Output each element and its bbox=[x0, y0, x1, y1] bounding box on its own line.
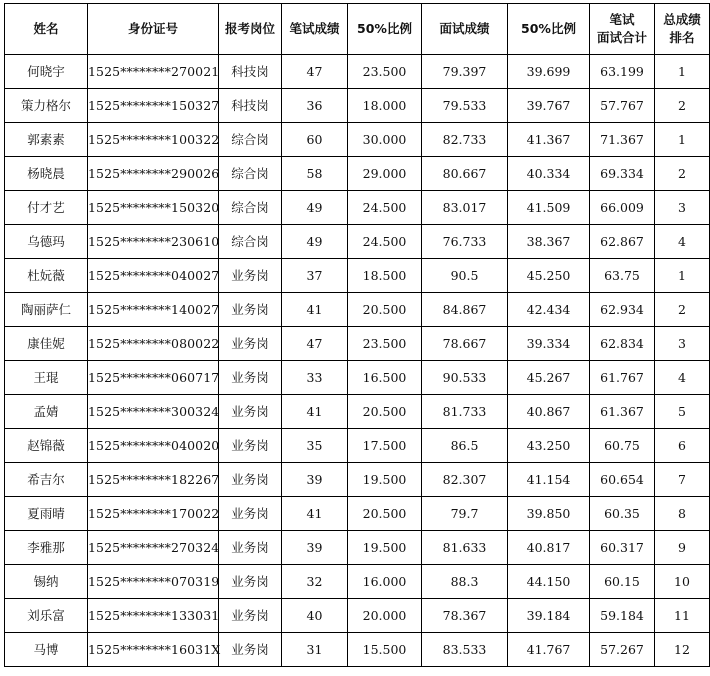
cell-written-score: 32 bbox=[282, 565, 348, 599]
cell-post: 业务岗 bbox=[219, 565, 282, 599]
cell-rank: 1 bbox=[655, 259, 710, 293]
cell-combined-total: 63.199 bbox=[590, 55, 655, 89]
cell-rank: 9 bbox=[655, 531, 710, 565]
cell-interview-ratio: 41.367 bbox=[508, 123, 590, 157]
cell-combined-total: 60.75 bbox=[590, 429, 655, 463]
cell-name: 李雅那 bbox=[5, 531, 88, 565]
header-combined-total bbox=[590, 4, 655, 55]
cell-combined-total: 61.767 bbox=[590, 361, 655, 395]
cell-combined-total: 60.654 bbox=[590, 463, 655, 497]
cell-rank: 2 bbox=[655, 157, 710, 191]
cell-written-ratio: 16.500 bbox=[348, 361, 422, 395]
cell-interview-ratio: 41.509 bbox=[508, 191, 590, 225]
cell-name: 付才艺 bbox=[5, 191, 88, 225]
cell-name: 陶丽萨仁 bbox=[5, 293, 88, 327]
cell-name: 策力格尔 bbox=[5, 89, 88, 123]
cell-written-ratio: 24.500 bbox=[348, 225, 422, 259]
table-row bbox=[5, 565, 710, 599]
cell-interview-ratio: 40.334 bbox=[508, 157, 590, 191]
cell-id-number: 1525********270021 bbox=[88, 55, 219, 89]
table-row bbox=[5, 327, 710, 361]
cell-interview-ratio: 42.434 bbox=[508, 293, 590, 327]
cell-written-ratio: 18.000 bbox=[348, 89, 422, 123]
cell-rank: 3 bbox=[655, 191, 710, 225]
table-row bbox=[5, 429, 710, 463]
cell-interview-ratio: 39.184 bbox=[508, 599, 590, 633]
cell-interview-ratio: 38.367 bbox=[508, 225, 590, 259]
cell-written-ratio: 16.000 bbox=[348, 565, 422, 599]
table-header bbox=[5, 4, 710, 55]
cell-interview-ratio: 39.850 bbox=[508, 497, 590, 531]
cell-written-ratio: 30.000 bbox=[348, 123, 422, 157]
header-written-score: 笔试成绩 bbox=[282, 4, 348, 55]
table-row bbox=[5, 463, 710, 497]
cell-rank: 4 bbox=[655, 225, 710, 259]
cell-interview-score: 81.633 bbox=[422, 531, 508, 565]
cell-name: 杨晓晨 bbox=[5, 157, 88, 191]
cell-post: 业务岗 bbox=[219, 429, 282, 463]
cell-combined-total: 59.184 bbox=[590, 599, 655, 633]
header-interview-score: 面试成绩 bbox=[422, 4, 508, 55]
cell-written-ratio: 19.500 bbox=[348, 463, 422, 497]
cell-interview-score: 76.733 bbox=[422, 225, 508, 259]
cell-post: 业务岗 bbox=[219, 361, 282, 395]
cell-name: 杜妧薇 bbox=[5, 259, 88, 293]
cell-name: 康佳妮 bbox=[5, 327, 88, 361]
header-id-number: 身份证号 bbox=[88, 4, 219, 55]
cell-post: 业务岗 bbox=[219, 259, 282, 293]
cell-name: 孟婧 bbox=[5, 395, 88, 429]
cell-post: 综合岗 bbox=[219, 225, 282, 259]
cell-id-number: 1525********150320 bbox=[88, 191, 219, 225]
cell-id-number: 1525********080022 bbox=[88, 327, 219, 361]
cell-id-number: 1525********150327 bbox=[88, 89, 219, 123]
cell-rank: 6 bbox=[655, 429, 710, 463]
cell-post: 业务岗 bbox=[219, 497, 282, 531]
table-row bbox=[5, 395, 710, 429]
header-rank-line1: 总成绩 bbox=[663, 12, 701, 27]
cell-interview-score: 90.5 bbox=[422, 259, 508, 293]
cell-combined-total: 62.934 bbox=[590, 293, 655, 327]
cell-written-ratio: 19.500 bbox=[348, 531, 422, 565]
cell-interview-score: 83.533 bbox=[422, 633, 508, 667]
cell-post: 业务岗 bbox=[219, 633, 282, 667]
cell-id-number: 1525********100322 bbox=[88, 123, 219, 157]
cell-written-score: 31 bbox=[282, 633, 348, 667]
table-row bbox=[5, 599, 710, 633]
cell-written-ratio: 23.500 bbox=[348, 55, 422, 89]
cell-written-score: 39 bbox=[282, 531, 348, 565]
cell-id-number: 1525********040020 bbox=[88, 429, 219, 463]
cell-combined-total: 62.834 bbox=[590, 327, 655, 361]
cell-written-score: 35 bbox=[282, 429, 348, 463]
cell-interview-score: 84.867 bbox=[422, 293, 508, 327]
cell-written-score: 41 bbox=[282, 497, 348, 531]
cell-written-ratio: 23.500 bbox=[348, 327, 422, 361]
cell-id-number: 1525********290026 bbox=[88, 157, 219, 191]
cell-id-number: 1525********16031X bbox=[88, 633, 219, 667]
cell-id-number: 1525********040027 bbox=[88, 259, 219, 293]
cell-rank: 11 bbox=[655, 599, 710, 633]
header-interview-ratio: 50%比例 bbox=[508, 4, 590, 55]
header-written-ratio: 50%比例 bbox=[348, 4, 422, 55]
cell-name: 马博 bbox=[5, 633, 88, 667]
cell-interview-score: 80.667 bbox=[422, 157, 508, 191]
cell-written-ratio: 24.500 bbox=[348, 191, 422, 225]
table-row bbox=[5, 89, 710, 123]
cell-id-number: 1525********170022 bbox=[88, 497, 219, 531]
cell-post: 综合岗 bbox=[219, 157, 282, 191]
cell-name: 乌德玛 bbox=[5, 225, 88, 259]
cell-written-ratio: 20.500 bbox=[348, 395, 422, 429]
cell-interview-ratio: 39.767 bbox=[508, 89, 590, 123]
cell-combined-total: 63.75 bbox=[590, 259, 655, 293]
cell-name: 夏雨晴 bbox=[5, 497, 88, 531]
table-row bbox=[5, 497, 710, 531]
cell-name: 王琨 bbox=[5, 361, 88, 395]
cell-written-score: 39 bbox=[282, 463, 348, 497]
cell-combined-total: 66.009 bbox=[590, 191, 655, 225]
cell-post: 业务岗 bbox=[219, 463, 282, 497]
table-row bbox=[5, 633, 710, 667]
cell-rank: 8 bbox=[655, 497, 710, 531]
cell-combined-total: 60.35 bbox=[590, 497, 655, 531]
table-row bbox=[5, 531, 710, 565]
table-row bbox=[5, 157, 710, 191]
cell-name: 郭素素 bbox=[5, 123, 88, 157]
cell-written-ratio: 15.500 bbox=[348, 633, 422, 667]
cell-name: 何晓宇 bbox=[5, 55, 88, 89]
cell-interview-score: 82.307 bbox=[422, 463, 508, 497]
cell-written-ratio: 20.500 bbox=[348, 293, 422, 327]
cell-written-ratio: 20.000 bbox=[348, 599, 422, 633]
header-combined-line2: 面试合计 bbox=[596, 30, 647, 45]
cell-id-number: 1525********230610 bbox=[88, 225, 219, 259]
cell-written-ratio: 18.500 bbox=[348, 259, 422, 293]
header-combined-line1: 笔试 bbox=[609, 12, 635, 27]
cell-interview-score: 79.7 bbox=[422, 497, 508, 531]
cell-written-score: 33 bbox=[282, 361, 348, 395]
cell-interview-ratio: 39.699 bbox=[508, 55, 590, 89]
cell-post: 科技岗 bbox=[219, 55, 282, 89]
cell-id-number: 1525********133031 bbox=[88, 599, 219, 633]
cell-combined-total: 57.767 bbox=[590, 89, 655, 123]
cell-interview-score: 88.3 bbox=[422, 565, 508, 599]
cell-post: 科技岗 bbox=[219, 89, 282, 123]
header-post: 报考岗位 bbox=[219, 4, 282, 55]
cell-interview-ratio: 45.267 bbox=[508, 361, 590, 395]
cell-written-ratio: 20.500 bbox=[348, 497, 422, 531]
cell-interview-score: 86.5 bbox=[422, 429, 508, 463]
cell-written-score: 60 bbox=[282, 123, 348, 157]
cell-interview-score: 79.397 bbox=[422, 55, 508, 89]
cell-name: 希吉尔 bbox=[5, 463, 88, 497]
cell-rank: 4 bbox=[655, 361, 710, 395]
cell-id-number: 1525********060717 bbox=[88, 361, 219, 395]
cell-written-score: 49 bbox=[282, 225, 348, 259]
cell-post: 业务岗 bbox=[219, 395, 282, 429]
cell-id-number: 1525********182267 bbox=[88, 463, 219, 497]
cell-rank: 7 bbox=[655, 463, 710, 497]
cell-interview-score: 83.017 bbox=[422, 191, 508, 225]
table-body bbox=[5, 55, 710, 667]
cell-combined-total: 61.367 bbox=[590, 395, 655, 429]
table-row bbox=[5, 225, 710, 259]
cell-interview-score: 90.533 bbox=[422, 361, 508, 395]
cell-interview-ratio: 43.250 bbox=[508, 429, 590, 463]
cell-combined-total: 71.367 bbox=[590, 123, 655, 157]
cell-rank: 3 bbox=[655, 327, 710, 361]
cell-combined-total: 60.317 bbox=[590, 531, 655, 565]
table-row bbox=[5, 123, 710, 157]
cell-post: 业务岗 bbox=[219, 531, 282, 565]
cell-rank: 2 bbox=[655, 89, 710, 123]
cell-interview-ratio: 40.817 bbox=[508, 531, 590, 565]
cell-interview-ratio: 41.767 bbox=[508, 633, 590, 667]
cell-written-score: 41 bbox=[282, 395, 348, 429]
cell-written-score: 47 bbox=[282, 55, 348, 89]
cell-rank: 12 bbox=[655, 633, 710, 667]
cell-post: 业务岗 bbox=[219, 327, 282, 361]
table-row bbox=[5, 259, 710, 293]
cell-post: 综合岗 bbox=[219, 191, 282, 225]
header-row bbox=[5, 4, 710, 55]
cell-interview-ratio: 45.250 bbox=[508, 259, 590, 293]
cell-post: 业务岗 bbox=[219, 293, 282, 327]
cell-written-ratio: 29.000 bbox=[348, 157, 422, 191]
cell-interview-score: 78.667 bbox=[422, 327, 508, 361]
cell-id-number: 1525********140027 bbox=[88, 293, 219, 327]
cell-post: 业务岗 bbox=[219, 599, 282, 633]
cell-interview-score: 78.367 bbox=[422, 599, 508, 633]
cell-interview-score: 79.533 bbox=[422, 89, 508, 123]
cell-post: 综合岗 bbox=[219, 123, 282, 157]
cell-name: 赵锦薇 bbox=[5, 429, 88, 463]
cell-name: 刘乐富 bbox=[5, 599, 88, 633]
cell-interview-ratio: 44.150 bbox=[508, 565, 590, 599]
cell-written-score: 36 bbox=[282, 89, 348, 123]
cell-rank: 2 bbox=[655, 293, 710, 327]
cell-combined-total: 57.267 bbox=[590, 633, 655, 667]
cell-rank: 10 bbox=[655, 565, 710, 599]
table-row bbox=[5, 55, 710, 89]
cell-written-score: 37 bbox=[282, 259, 348, 293]
cell-id-number: 1525********300324 bbox=[88, 395, 219, 429]
cell-written-score: 58 bbox=[282, 157, 348, 191]
cell-rank: 1 bbox=[655, 55, 710, 89]
cell-written-score: 41 bbox=[282, 293, 348, 327]
cell-written-ratio: 17.500 bbox=[348, 429, 422, 463]
cell-interview-ratio: 40.867 bbox=[508, 395, 590, 429]
cell-interview-score: 82.733 bbox=[422, 123, 508, 157]
score-table bbox=[4, 3, 710, 667]
cell-written-score: 40 bbox=[282, 599, 348, 633]
cell-interview-score: 81.733 bbox=[422, 395, 508, 429]
header-rank-line2: 排名 bbox=[669, 30, 695, 45]
cell-combined-total: 69.334 bbox=[590, 157, 655, 191]
cell-interview-ratio: 41.154 bbox=[508, 463, 590, 497]
cell-rank: 1 bbox=[655, 123, 710, 157]
cell-rank: 5 bbox=[655, 395, 710, 429]
cell-combined-total: 62.867 bbox=[590, 225, 655, 259]
table-row bbox=[5, 293, 710, 327]
cell-combined-total: 60.15 bbox=[590, 565, 655, 599]
cell-id-number: 1525********270324 bbox=[88, 531, 219, 565]
header-rank bbox=[655, 4, 710, 55]
cell-interview-ratio: 39.334 bbox=[508, 327, 590, 361]
table-row bbox=[5, 191, 710, 225]
cell-id-number: 1525********070319 bbox=[88, 565, 219, 599]
cell-name: 锡纳 bbox=[5, 565, 88, 599]
header-name: 姓名 bbox=[5, 4, 88, 55]
table-row bbox=[5, 361, 710, 395]
cell-written-score: 47 bbox=[282, 327, 348, 361]
cell-written-score: 49 bbox=[282, 191, 348, 225]
